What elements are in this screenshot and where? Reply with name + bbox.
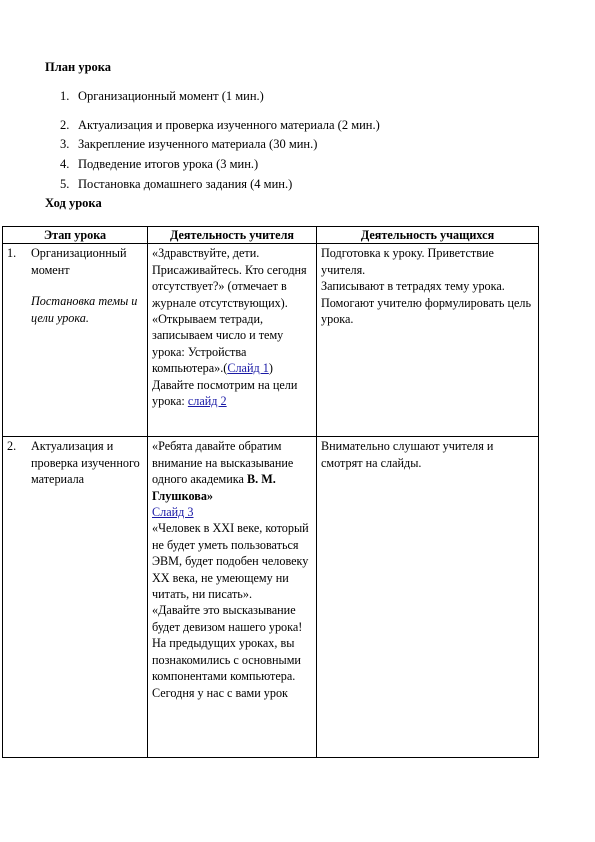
teacher-text: «Человек в XXI веке, который не будет уметь пользоваться ЭВМ, будет подобен человеку XX века, не умеющему ни читать, ни писать». bbox=[152, 521, 309, 602]
slide-2-link[interactable]: слайд 2 bbox=[187, 394, 227, 409]
stage-name: Актуализация и проверка изученного материала bbox=[31, 439, 140, 487]
students-text: Записывают в тетрадях тему урока. bbox=[321, 279, 505, 294]
stage-subtitle: Постановка темы и цели урока. bbox=[31, 294, 138, 325]
table-row bbox=[3, 437, 539, 758]
teacher-text: «Открываем тетради, записываем число и тему урока: Устройства компьютера».(Слайд 1) bbox=[152, 312, 284, 376]
teacher-text: «Ребята давайте обратим внимание на высказывание одного академика В. М. Глушкова» bbox=[152, 439, 294, 503]
plan-item: 5. Постановка домашнего задания (4 мин.) bbox=[60, 177, 293, 191]
students-text: Внимательно слушают учителя и смотрят на слайды. bbox=[321, 439, 494, 470]
plan-title: План урока bbox=[45, 60, 112, 74]
stage-cell bbox=[3, 437, 148, 758]
stage-cell bbox=[3, 244, 148, 437]
plan-item: 1. Организационный момент (1 мин.) bbox=[60, 89, 264, 103]
teacher-cell bbox=[148, 437, 317, 758]
stage-number: 2. bbox=[7, 439, 17, 454]
header-students: Деятельность учащихся bbox=[317, 227, 539, 244]
header-teacher: Деятельность учителя bbox=[148, 227, 317, 244]
students-text: Подготовка к уроку. Приветствие учителя. bbox=[321, 246, 494, 277]
teacher-cell bbox=[148, 244, 317, 437]
stage-number: 1. bbox=[7, 246, 17, 261]
teacher-text: На предыдущих уроках, вы познакомились с основными компонентами компьютера. bbox=[152, 636, 301, 684]
students-text: Помогают учителю формулировать цель урока. bbox=[321, 295, 532, 327]
lesson-table bbox=[2, 226, 539, 758]
teacher-text: «Здравствуйте, дети. Присаживайтесь. Кто сегодня отсутствует?» (отмечает в журнале отсутствующих). bbox=[152, 246, 307, 310]
plan-item: 3. Закрепление изученного материала (30 мин.) bbox=[60, 137, 318, 151]
slide-3-link[interactable]: Слайд 3 bbox=[152, 505, 194, 520]
stage-name: Организационный момент bbox=[31, 246, 127, 277]
table-row bbox=[3, 244, 539, 437]
teacher-text: «Давайте это высказывание будет девизом нашего урока! bbox=[152, 603, 303, 634]
course-title: Ход урока bbox=[45, 196, 102, 210]
table-header-row bbox=[3, 227, 539, 244]
students-cell bbox=[317, 437, 539, 758]
teacher-text: Сегодня у нас с вами урок bbox=[152, 685, 288, 700]
plan-item: 4. Подведение итогов урока (3 мин.) bbox=[60, 157, 259, 171]
slide-1-link[interactable]: Слайд 1 bbox=[227, 361, 269, 376]
header-stage: Этап урока bbox=[3, 227, 148, 244]
students-cell bbox=[317, 244, 539, 437]
teacher-text: Давайте посмотрим на цели урока: слайд 2 bbox=[152, 377, 298, 409]
plan-item: 2. Актуализация и проверка изученного материала (2 мин.) bbox=[60, 118, 380, 132]
